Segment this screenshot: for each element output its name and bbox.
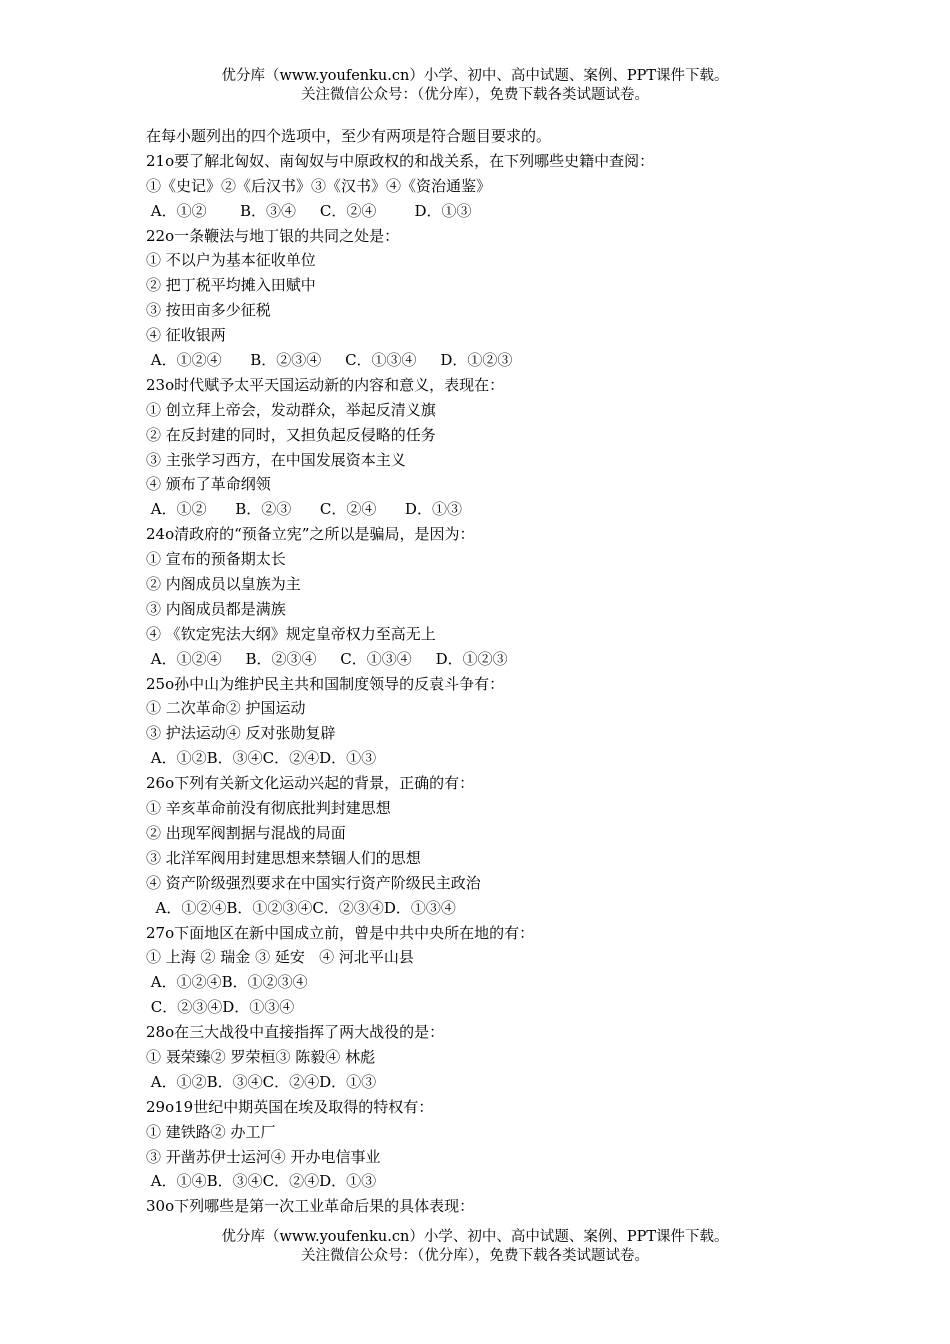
text-line: 23o时代赋予太平天国运动新的内容和意义，表现在： [146, 375, 505, 394]
text-line: A．①②④B．①②③④ [146, 973, 308, 992]
text-line: ③ 内阁成员都是满族 [146, 599, 286, 618]
text-line: ① 上海 ② 瑞金 ③ 延安 ④ 河北平山县 [146, 948, 414, 967]
text-line: ① 聂荣臻② 罗荣桓③ 陈毅④ 林彪 [146, 1047, 376, 1066]
text-line: ④ 颁布了革命纲领 [146, 475, 271, 494]
text-line: 25o孙中山为维护民主共和国制度领导的反袁斗争有： [146, 674, 505, 693]
text-line: ③ 主张学习西方，在中国发展资本主义 [146, 450, 406, 469]
text-line: 在每小题列出的四个选项中，至少有两项是符合题目要求的。 [146, 127, 552, 145]
text-line: A．①②④ B．②③④ C．①③④ D．①②③ [146, 649, 508, 668]
text-line: 28o在三大战役中直接指挥了两大战役的是： [146, 1023, 445, 1042]
text-line: ① 辛亥革命前没有彻底批判封建思想 [146, 799, 391, 818]
text-line: 27o下面地区在新中国成立前，曾是中共中央所在地的有： [146, 923, 535, 942]
text-line: ①《史记》②《后汉书》③《汉书》④《资治通鉴》 [146, 176, 492, 195]
text-line: 30o下列哪些是第一次工业革命后果的具体表现： [146, 1197, 475, 1216]
text-line: ③ 护法运动④ 反对张勋复辟 [146, 724, 336, 743]
text-line: ② 在反封建的同时，又担负起反侵略的任务 [146, 425, 436, 444]
text-line: A．①④B．③④C．②④D．①③ [146, 1172, 377, 1191]
text-line: 22o一条鞭法与地丁银的共同之处是： [146, 226, 400, 245]
text-line: A．①② B．②③ C．②④ D．①③ [146, 500, 462, 519]
text-line: ② 出现军阀割据与混战的局面 [146, 823, 346, 842]
text-line: ④ 《钦定宪法大纲》规定皇帝权力至高无上 [146, 624, 436, 643]
text-line: A．①②B．③④C．②④D．①③ [146, 1072, 377, 1091]
question-body [146, 124, 846, 1219]
text-line: ① 建铁路② 办工厂 [146, 1122, 276, 1141]
text-line: A．①②④B．①②③④C．②③④D．①③④ [146, 898, 456, 917]
page-header [0, 67, 950, 105]
text-line: ② 把丁税平均摊入田赋中 [146, 276, 316, 295]
text-line: 29o19世纪中期英国在埃及取得的特权有： [146, 1097, 434, 1116]
text-line: A．①②B．③④C．②④D．①③ [146, 749, 377, 768]
page-footer [0, 1228, 950, 1266]
header-line-2: 关注微信公众号：（优分库），免费下载各类试题试卷。 [301, 87, 649, 103]
text-line: ④ 资产阶级强烈要求在中国实行资产阶级民主政治 [146, 873, 481, 892]
text-line: ② 内阁成员以皇族为主 [146, 575, 301, 594]
text-line: 26o下列有关新文化运动兴起的背景，正确的有： [146, 774, 475, 793]
text-line: ③ 按田亩多少征税 [146, 301, 271, 320]
footer-line-1: 优分库（www.youfenku.cn）小学、初中、高中试题、案例、PPT课件下载。 [221, 1229, 729, 1245]
text-line: ① 宣布的预备期太长 [146, 550, 286, 569]
footer-line-2: 关注微信公众号：（优分库），免费下载各类试题试卷。 [301, 1248, 649, 1264]
text-line: ① 不以户为基本征收单位 [146, 251, 316, 270]
text-line: ① 二次革命② 护国运动 [146, 699, 306, 718]
text-line: A．①② B．③④ C．②④ D．①③ [146, 201, 472, 220]
text-line: ④ 征收银两 [146, 326, 226, 345]
text-line: A．①②④ B．②③④ C．①③④ D．①②③ [146, 351, 513, 370]
text-line: C．②③④D．①③④ [146, 998, 295, 1017]
text-line: ① 创立拜上帝会，发动群众，举起反清义旗 [146, 400, 436, 419]
text-line: 21o要了解北匈奴、南匈奴与中原政权的和战关系，在下列哪些史籍中查阅： [146, 151, 655, 170]
text-line: ③ 北洋军阀用封建思想来禁锢人们的思想 [146, 848, 421, 867]
header-line-1: 优分库（www.youfenku.cn）小学、初中、高中试题、案例、PPT课件下载。 [221, 68, 729, 84]
text-line: ③ 开凿苏伊士运河④ 开办电信事业 [146, 1147, 381, 1166]
text-line: 24o清政府的“预备立宪”之所以是骗局，是因为： [146, 525, 475, 544]
